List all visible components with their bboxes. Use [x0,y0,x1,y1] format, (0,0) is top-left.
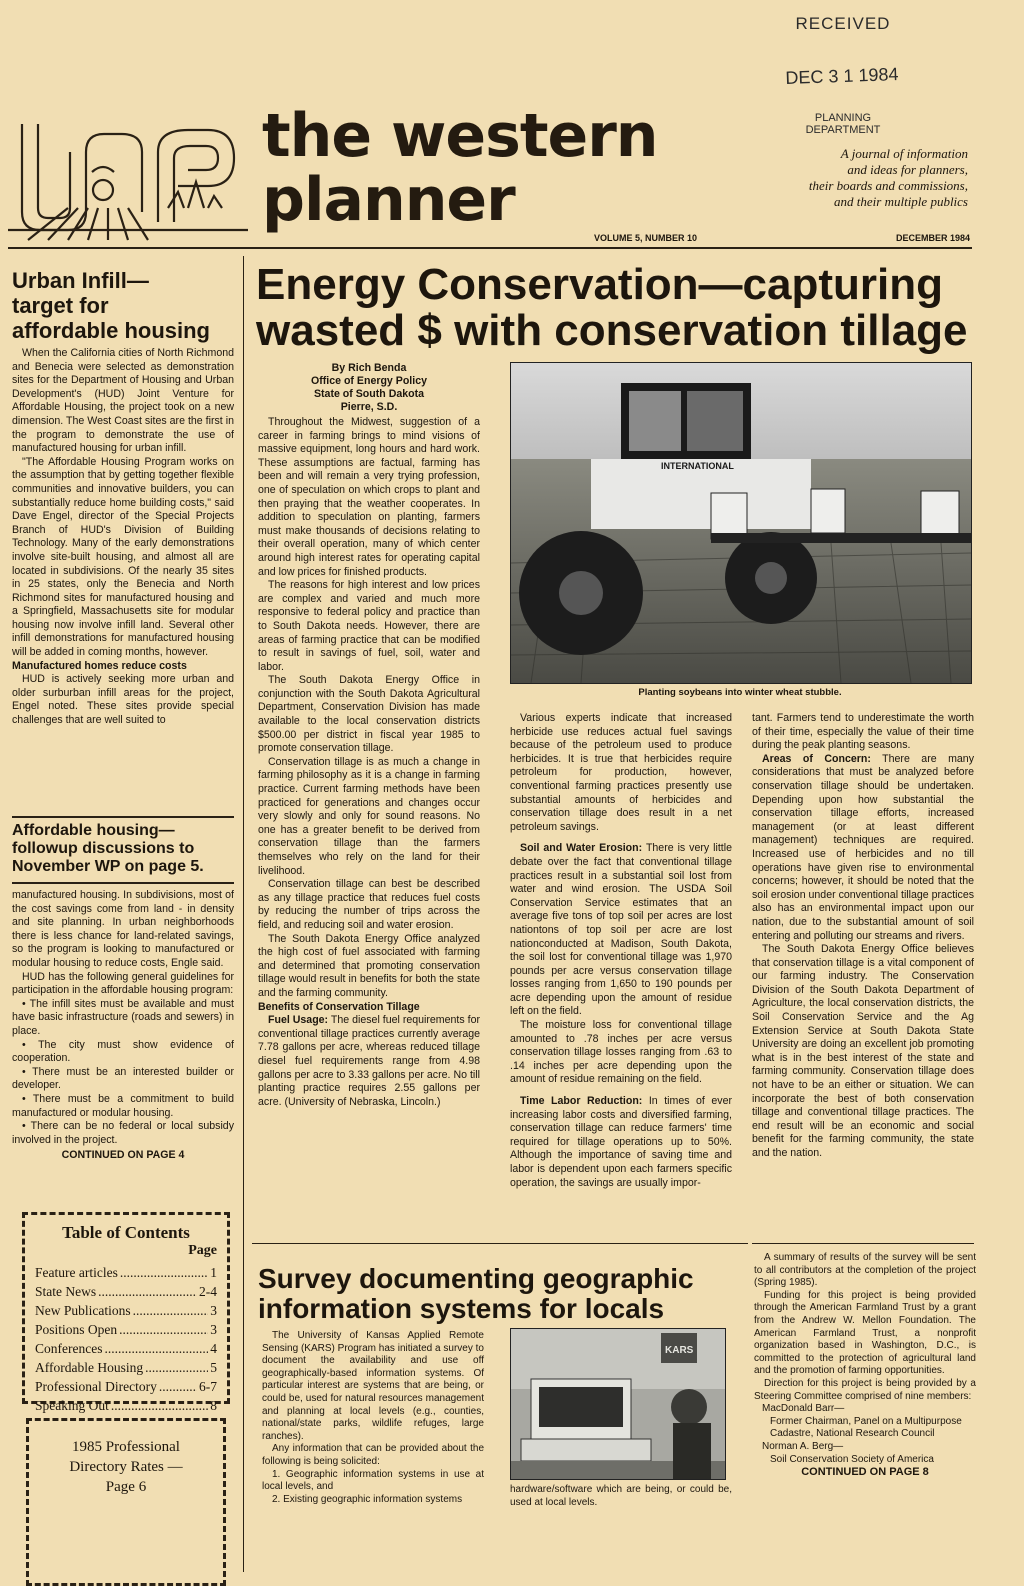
tagline-line: their boards and commissions, [808,178,968,193]
rates-box [26,1418,226,1586]
paragraph: When the California cities of North Richmond and Benecia were selected as demonstration sites for the Department of Housing and Urban Development's (HUD) Joint Venture for Affordable Housing, the project took on a new dimension. The West Coast sites are the first in the program to demonstrate the use of manufactured housing for urban infill. [12,347,234,455]
toc-item-label: Conferences [35,1341,103,1356]
toc-leader-dots [98,1282,197,1301]
toc-item-label: Positions Open [35,1322,118,1337]
rates-line: 1985 Professional [72,1439,180,1455]
byline-line: Pierre, S.D. [340,401,398,413]
member-name: MacDonald Barr— [762,1403,845,1415]
toc-item [35,1320,217,1339]
survey-headline [258,1264,748,1324]
stamp-dept-line2: DEPARTMENT [805,124,881,136]
member-role: Soil Conservation Society of America [770,1453,934,1465]
main-article-col2 [510,712,732,1190]
toc-item-label: Feature articles [35,1265,118,1280]
benefits-subhead: Benefits of Conservation Tillage [258,1000,420,1013]
paragraph: hardware/software which are being, or could be, used at local levels. [510,1484,732,1508]
paragraph: Conservation tillage is as much a change in farming philosophy as it is a change in farming practice. Current farming methods have been practiced for generations and changes occur very slowly and only for sound reasons. No one has a greater benefit to be derived from conservation tillage than the farmers themselves who rely on the land for their livelihood. [258,755,480,877]
fuel-usage-lead: Fuel Usage: [268,1014,329,1027]
toc-item-label: New Publications [35,1303,131,1318]
callout-line: November WP on page 5. [12,858,204,875]
paragraph: Conservation tillage can best be described as any tillage practice that reduces fuel costs by reducing the number of trips across the field, and reducing soil and water erosion. [258,878,480,931]
left-article-subhead: Manufactured homes reduce costs [12,659,187,672]
toc-leader-dots [145,1358,208,1377]
soil-erosion-text: There is very little debate over the fact that conventional tillage practices result in a substantial soil lost from water and wind erosion. The USDA Soil Conservation Service estimates that an average five tons of top soil per acres are lost nationtons of top soil per acre are lost nationconducted at Madison, South Dakota, the soil lost for conventional tillage was 1,970 pounds per acre versus conservation tillage losses ranging from 1,650 to 190 pounds per acre depending upon the amount of residue left on the field. [510,842,732,1018]
landscape-logo-icon [8,112,248,242]
toc-item-page: 4 [210,1341,217,1356]
headline-line: affordable housing [12,318,210,343]
paragraph: Throughout the Midwest, suggestion of a career in farming brings to mind visions of massive equipment, long hours and hard work. These assumptions are factual, farming has been and will remain a very trying profession, one of speculation on which crops to plant and then praying that the weather cooperates. In addition to speculation on planting, farmers must make thousands of decisions relating to their overall operation, many of which center around high interest rates for operating capital and low prices for finished products. [258,416,480,578]
toc-item-label: State News [35,1284,97,1299]
byline-line: By Rich Benda [331,362,407,374]
affordable-housing-callout [12,822,234,876]
stamp-received: RECEIVED [795,14,891,33]
toc-item-page: 6-7 [199,1379,217,1394]
toc-item [35,1396,217,1415]
masthead-title [262,101,658,235]
toc-item-page: 3 [210,1303,217,1318]
photo-label-international: INTERNATIONAL [661,461,734,471]
bullet-item: • There must be a commitment to build manufactured or modular housing. [12,1092,234,1119]
toc-item-page: 2-4 [199,1284,217,1299]
paragraph: Funding for this project is being provided through the American Farmland Trust by a grant from the Andrew W. Mellon Foundation. The American Farmland Trust, a nonprofit organization based in Washington, D.C., is committed to the protection of agricultural land and the promotion of farming opportunities. [754,1289,976,1377]
soil-erosion-lead: Soil and Water Erosion: [520,842,643,855]
paragraph: Any information that can be provided about the following is being solicited: [262,1443,484,1467]
main-article-col3 [752,712,974,1161]
toc-item-label: Professional Directory [35,1379,157,1394]
rates-line: Directory Rates — [69,1459,183,1475]
tractor-image-icon [511,363,971,683]
main-article-col1 [258,416,480,1109]
bullet-item: • The infill sites must be available and must have basic infrastructure (roads and sewers) in place. [12,997,234,1037]
toc-item [35,1377,217,1396]
rates-line: Page 6 [105,1479,147,1495]
paragraph: Direction for this project is being provided by a Steering Committee comprised of nine members: [754,1377,976,1402]
headline-line: Energy Conservation—capturing [256,260,944,309]
stamp-dept-line1: PLANNING [814,112,872,124]
stamp-date: DEC 3 1 1984 [785,64,899,88]
toc-leader-dots [111,1396,208,1415]
table-of-contents [22,1212,230,1413]
continued-on-page-4: CONTINUED ON PAGE 4 [61,1149,185,1162]
paragraph: HUD has the following general guidelines for participation in the affordable housing program: [12,970,234,997]
toc-item-page: 8 [210,1398,217,1413]
received-stamp [768,14,918,34]
member-role: Former Chairman, Panel on a Multipurpose Cadastre, National Research Council [770,1415,962,1440]
fuel-usage-text: The diesel fuel requirements for conventional tillage practices currently average 7.78 gallons per acre, whereas reduced tillage diesel fuel requirements range from 4.98 gallons per acre to 3.33 gallons per acre. No till planting practice requires 2.55 gallons per acre. (University of Nebraska, Lincoln.) [258,1014,481,1108]
toc-item [35,1301,217,1320]
photo-caption: Planting soybeans into winter wheat stubble. [638,687,842,698]
survey-divider [252,1243,748,1244]
toc-leader-dots [133,1301,209,1320]
survey-col3 [754,1252,976,1479]
byline-line: State of South Dakota [313,388,425,400]
paragraph: The moisture loss for conventional tillage amounted to .78 inches per acre versus conservation tillage losses ranging from .63 to .14 inches per acre depending upon the amount of residue remaining on the field. [510,1019,732,1086]
headline-line: Urban Infill— [12,268,149,293]
toc-title: Table of Contents [62,1223,190,1242]
survey-divider-right [752,1243,974,1244]
paragraph: tant. Farmers tend to underestimate the worth of their time, especially the value of their time during the peak planting seasons. [752,712,974,752]
issue-date: DECEMBER 1984 [895,233,970,243]
paragraph: The South Dakota Energy Office believes that conservation tillage is a vital component of our farming industry. The Conservation Division of the South Dakota Department of Agriculture, the local conservation districts, the Soil Conservation Service and the Ag Extension Service at South Dakota State University are doing an excellent job promoting what is in the best interest of the state and farming community. Conservation tillage does not have to be an either or situation. We can incorporate the best of both conservation tillage and conventional tillage practices. The end result will be an economic and social benefit for the farming community, the state and the nation. [752,943,974,1159]
areas-of-concern-lead: Areas of Concern: [762,752,871,765]
volume-number: VOLUME 5, NUMBER 10 [594,233,698,243]
toc-item [35,1282,217,1301]
toc-leader-dots [104,1339,208,1358]
continued-on-page-8: CONTINUED ON PAGE 8 [801,1466,929,1479]
bullet-item: • There can be no federal or local subsidy involved in the project. [12,1120,234,1146]
left-column-divider [243,256,244,1572]
tagline-line: A journal of information [840,146,968,161]
paragraph: 2. Existing geographic information systems [272,1493,463,1505]
headline-line: Survey documenting geographic [258,1263,694,1294]
computer-terminal-photo [510,1328,726,1480]
paragraph: HUD is actively seeking more urban and older surburban infill areas for the project, Engel noted. These sites provide special challenges that are well suited to [12,673,234,727]
paragraph: The University of Kansas Applied Remote Sensing (KARS) Program has initiated a survey to document the availability and use off geographically-based information systems. Of particular interest are systems that are being, or could be, used for natural resources management and planning at local levels (e.g., counties, national/state parks, wildlife refuges, large ranches). [262,1330,484,1442]
headline-line: information systems for locals [258,1293,665,1324]
toc-item-label: Affordable Housing [35,1360,144,1375]
toc-page-label: Page [188,1243,217,1258]
toc-leader-dots [120,1263,208,1282]
toc-item-page: 5 [210,1360,217,1375]
byline-line: Office of Energy Policy [311,375,427,387]
paragraph: The South Dakota Energy Office in conjunction with the South Dakota Agricultural Department, Conservation Division has made available to the local conservation districts $500.00 per district in fiscal year 1985 to promote conservation tillage. [258,674,480,755]
callout-rule-top [12,816,234,818]
computer-terminal-image-icon [511,1329,725,1479]
time-labor-text: In times of ever increasing labor costs and diversified farming, conservation tillage can reduce farmers' time required for tillage operations up to 50%. Although the importance of saving time and labor is dependent upon each farmers specific operation, the savings are usually impor- [510,1095,733,1189]
tagline-line: and ideas for planners, [847,162,968,177]
paragraph: The reasons for high interest and low prices are complex and varied and much more responsive to federal policy and practice than to South Dakota needs. However, there are areas of farming practice that can be modified to result in savings of fuel, soil, water and labor. [258,579,480,673]
left-article-body [12,347,234,728]
toc-item [35,1263,217,1282]
callout-line: followup discussions to [12,840,195,857]
paragraph: "The Affordable Housing Program works on the assumption that by getting together flexible communities and innovative builders, you can substantially reduce home building costs," said Dave Engel, director of the Special Projects Branch of HUD's Division of Building Technology. Many of the early demonstrations involve site-built housing, and almost all are located in subdivisions. Of the nearly 35 sites in 25 states, only the Benecia and North Richmond sites for manufactured housing and a Springfield, Massachusetts site for modular housing now involve infill land. Several other infill demonstrations for manufactured housing will be added in coming months, however. [12,455,234,659]
areas-of-concern-text: There are many considerations that must be analyzed before conservation tillage should be undertaken. Depending upon how substantial the conservation tillage efforts, increased management (or at least different management) techniques are required. Increased use of herbicides and no till operations have given rise to environmental concerns; however, it should be noted that the soil erosion under conventional tillage practices also has an environmental impact upon our nation, due to the substantial amount of soil entering and polluting our streams and rivers. [752,752,975,942]
toc-item [35,1339,217,1358]
toc-item-page: 3 [210,1322,217,1337]
masthead-tagline [740,146,968,210]
headline-line: target for [12,293,109,318]
masthead-title-line2: planner [262,165,515,235]
paragraph: manufactured housing. In subdivisions, most of the cost savings come from land - in density and site planning. In urban neighborhoods there is less chance for land-related savings, so the program is looking to manufactured or modular housing to reduce costs, Engle said. [12,889,234,969]
member-name: Norman A. Berg— [762,1440,844,1452]
toc-item [35,1358,217,1377]
tractor-photo [510,362,972,684]
headline-line: wasted $ with conservation tillage [256,306,968,355]
time-labor-lead: Time Labor Reduction: [520,1095,643,1108]
paragraph: 1. Geographic information systems in use at local levels, and [262,1468,484,1493]
masthead-title-line1: the western [262,101,658,171]
masthead-divider [8,247,972,249]
paragraph: The South Dakota Energy Office analyzed the high cost of fuel associated with farming and determined that promoting conservation tillage would result in benefits for both the state and the farming community. [258,932,480,999]
bullet-item: • The city must show evidence of cooperation. [12,1038,234,1065]
stamp-department [778,112,908,136]
callout-line: Affordable housing— [12,822,175,839]
toc-leader-dots [119,1320,208,1339]
toc-list [35,1263,217,1415]
left-article-body-continued [12,889,234,1163]
paragraph: Various experts indicate that increased herbicide use reduces actual fuel savings because of the petroleum used to produce herbicides. It is true that herbicides require petroleum for production, however, conventional farming practices presently use substantial amounts of herbicides and conservation tillage does result in a net petroleum savings. [510,712,732,833]
left-article-headline [12,268,234,343]
kars-sign: KARS [665,1345,694,1356]
toc-item-page: 1 [210,1265,217,1280]
toc-leader-dots [159,1377,197,1396]
masthead-logo [8,112,248,242]
toc-item-label: Speaking Out [35,1398,109,1413]
paragraph: A summary of results of the survey will be sent to all contributors at the completion of the project (Spring 1985). [754,1252,976,1289]
main-byline [258,362,480,414]
callout-rule-bottom [12,882,234,884]
bullet-item: • There must be an interested builder or developer. [12,1065,234,1092]
main-article-headline [256,262,976,354]
tagline-line: and their multiple publics [834,194,968,209]
survey-col1 [262,1330,484,1506]
survey-col2 [510,1484,732,1509]
